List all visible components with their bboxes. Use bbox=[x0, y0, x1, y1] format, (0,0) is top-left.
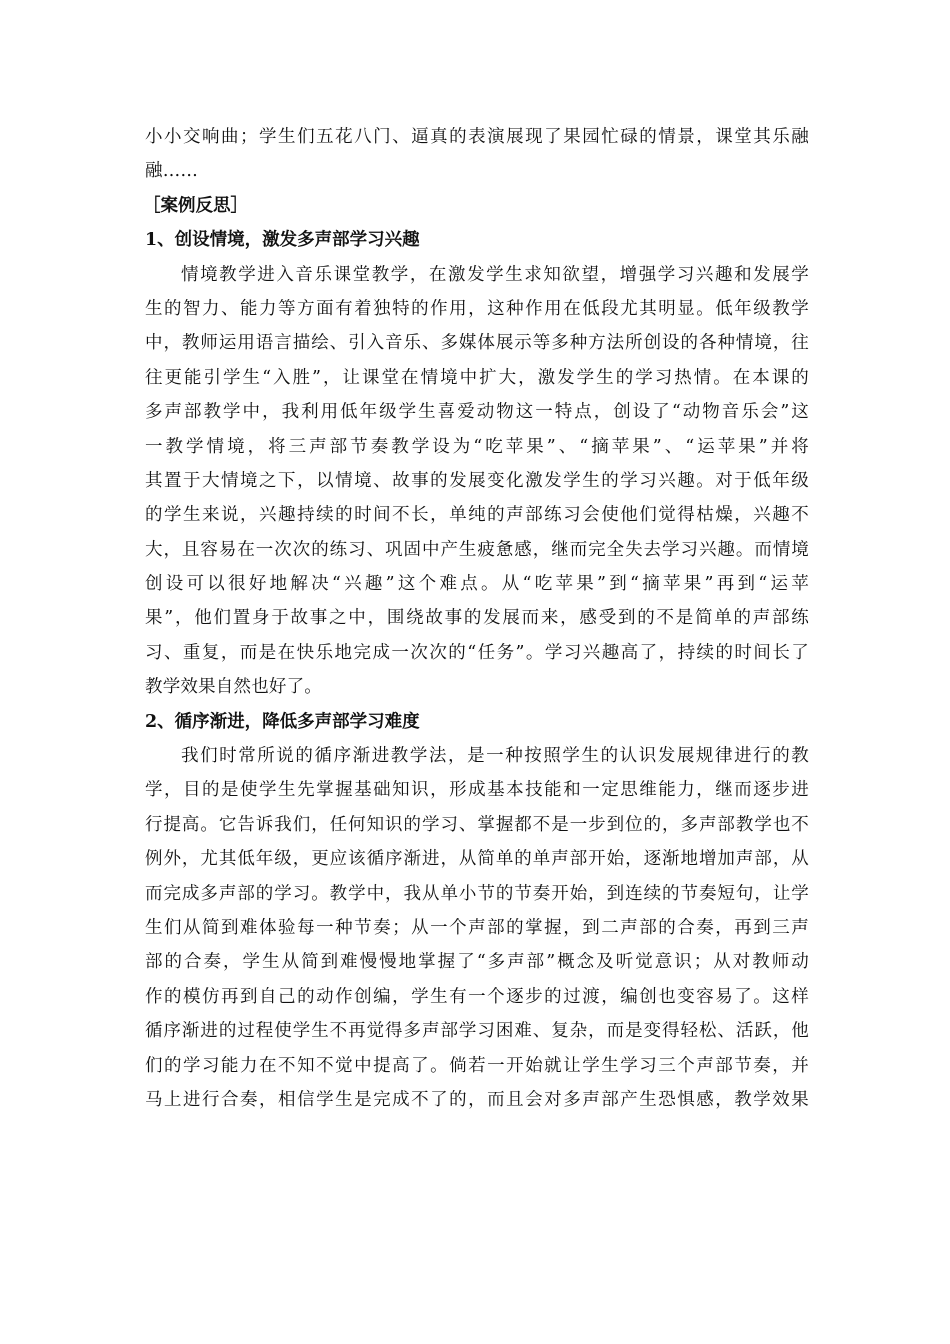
section-1-paragraph bbox=[145, 258, 809, 705]
intro-paragraph bbox=[145, 120, 809, 189]
reflection-heading: ［案例反思］ bbox=[143, 195, 248, 216]
paragraph-line: 果”，他们置身于故事之中，围绕故事的发展而来，感受到的不是简单的声部练 bbox=[145, 608, 809, 629]
paragraph-line: 循序渐进的过程使学生不再觉得多声部学习困难、复杂，而是变得轻松、活跃，他 bbox=[145, 1021, 809, 1042]
paragraph-line: 情境教学进入音乐课堂教学，在激发学生求知欲望，增强学习兴趣和发展学 bbox=[181, 264, 809, 285]
document-page bbox=[145, 120, 809, 1117]
paragraph-line: 学，目的是使学生先掌握基础知识，形成基本技能和一定思维能力，继而逐步进 bbox=[145, 780, 809, 801]
paragraph-line: 行提高。它告诉我们，任何知识的学习、掌握都不是一步到位的，多声部教学也不 bbox=[145, 814, 809, 835]
paragraph-line: 多声部教学中，我利用低年级学生喜爱动物这一特点，创设了“动物音乐会”这 bbox=[145, 402, 809, 423]
paragraph-line: 作的模仿再到自己的动作创编，学生有一个逐步的过渡，编创也变容易了。这样 bbox=[145, 986, 809, 1007]
paragraph-line: 教学效果自然也好了。 bbox=[145, 677, 322, 698]
paragraph-line: 我们时常所说的循序渐进教学法，是一种按照学生的认识发展规律进行的教 bbox=[181, 746, 809, 767]
paragraph-line: 小小交响曲；学生们五花八门、逼真的表演展现了果园忙碌的情景，课堂其乐融 bbox=[145, 127, 809, 147]
section-1-heading: 1、创设情境，激发多声部学习兴趣 bbox=[145, 230, 420, 251]
paragraph-line: 而完成多声部的学习。教学中，我从单小节的节奏开始，到连续的节奏短句，让学 bbox=[145, 883, 809, 904]
paragraph-line: 部的合奏，学生从简到难慢慢地掌握了“多声部”概念及听觉意识；从对教师动 bbox=[145, 952, 809, 973]
paragraph-line: 生们从简到难体验每一种节奏；从一个声部的掌握，到二声部的合奏，再到三声 bbox=[145, 917, 809, 938]
paragraph-line: 其置于大情境之下，以情境、故事的发展变化激发学生的学习兴趣。对于低年级 bbox=[145, 470, 809, 491]
paragraph-line: 马上进行合奏，相信学生是完成不了的，而且会对多声部产生恐惧感，教学效果 bbox=[145, 1089, 809, 1110]
paragraph-line: 们的学习能力在不知不觉中提高了。倘若一开始就让学生学习三个声部节奏，并 bbox=[145, 1055, 809, 1076]
paragraph-line: 往更能引学生“入胜”，让课堂在情境中扩大，激发学生的学习热情。在本课的 bbox=[145, 367, 809, 388]
section-2-heading: 2、循序渐进，降低多声部学习难度 bbox=[145, 711, 420, 732]
paragraph-line: 融…… bbox=[145, 161, 199, 182]
paragraph-line: 大，且容易在一次次的练习、巩固中产生疲惫感，继而完全失去学习兴趣。而情境 bbox=[145, 539, 809, 560]
paragraph-line: 例外，尤其低年级，更应该循序渐进，从简单的单声部开始，逐渐地增加声部，从 bbox=[145, 849, 809, 870]
paragraph-line: 创设可以很好地解决“兴趣”这个难点。从“吃苹果”到“摘苹果”再到“运苹 bbox=[145, 574, 809, 595]
paragraph-line: 中，教师运用语言描绘、引入音乐、多媒体展示等多种方法所创设的各种情境，往 bbox=[145, 333, 809, 354]
paragraph-line: 的学生来说，兴趣持续的时间不长，单纯的声部练习会使他们觉得枯燥，兴趣不 bbox=[145, 505, 809, 526]
section-2-paragraph bbox=[145, 739, 809, 1117]
paragraph-line: 习、重复，而是在快乐地完成一次次的“任务”。学习兴趣高了，持续的时间长了 bbox=[145, 642, 809, 663]
paragraph-line: 一教学情境，将三声部节奏教学设为“吃苹果”、“摘苹果”、“运苹果”并将 bbox=[145, 436, 809, 457]
paragraph-line: 生的智力、能力等方面有着独特的作用，这种作用在低段尤其明显。低年级教学 bbox=[145, 298, 809, 319]
